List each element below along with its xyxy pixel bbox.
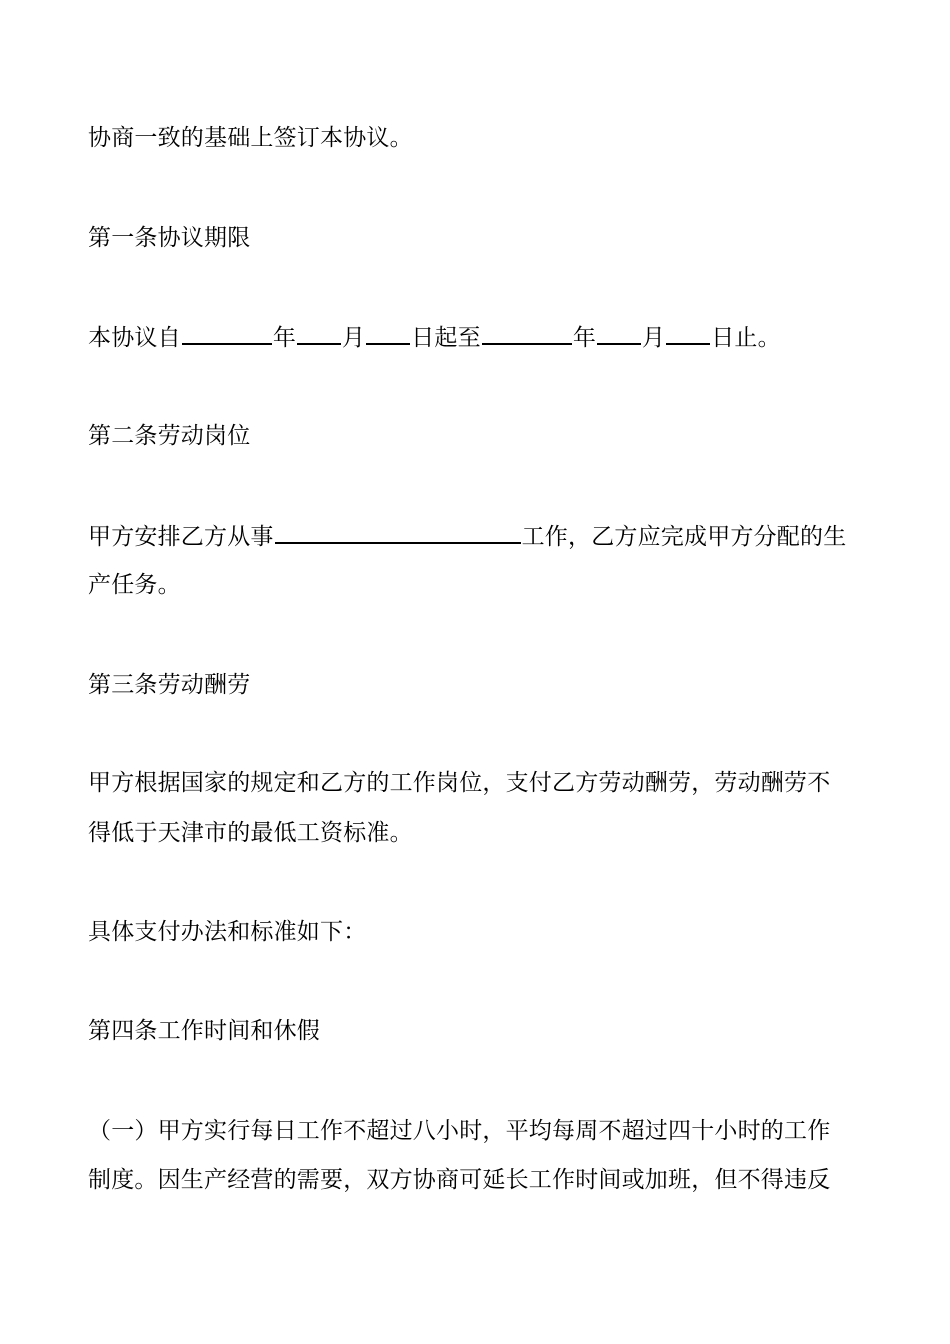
end-year-blank bbox=[482, 321, 572, 345]
job-line bbox=[88, 520, 846, 552]
term-text-1: 本协议自 bbox=[88, 325, 181, 351]
job-text-1: 甲方安排乙方从事 bbox=[88, 524, 274, 550]
term-text-7: 日止。 bbox=[711, 325, 781, 351]
start-day-blank bbox=[366, 321, 410, 345]
job-text-2: 工作，乙方应完成甲方分配的生 bbox=[521, 524, 847, 550]
hours-line-2: 制度。因生产经营的需要，双方协商可延长工作时间或加班，但不得违反 bbox=[88, 1167, 831, 1193]
article-3-heading: 第三条劳动酬劳 bbox=[88, 672, 251, 698]
end-month-blank bbox=[597, 321, 641, 345]
article-1-heading: 第一条协议期限 bbox=[88, 225, 251, 251]
start-month-blank bbox=[297, 321, 341, 345]
term-line bbox=[88, 321, 781, 353]
job-blank bbox=[275, 520, 521, 544]
article-2-heading: 第二条劳动岗位 bbox=[88, 423, 251, 449]
start-year-blank bbox=[182, 321, 272, 345]
pay-method-line: 具体支付办法和标准如下： bbox=[88, 919, 367, 945]
job-continuation: 产任务。 bbox=[88, 572, 181, 598]
term-text-2: 年 bbox=[272, 325, 297, 351]
article-4-heading: 第四条工作时间和休假 bbox=[88, 1018, 320, 1044]
pay-line-1: 甲方根据国家的规定和乙方的工作岗位，支付乙方劳动酬劳，劳动酬劳不 bbox=[88, 770, 831, 796]
term-text-5: 年 bbox=[572, 325, 597, 351]
term-text-6: 月 bbox=[642, 325, 666, 351]
intro-line: 协商一致的基础上签订本协议。 bbox=[88, 125, 413, 151]
pay-line-2: 得低于天津市的最低工资标准。 bbox=[88, 820, 413, 846]
hours-line-1: （一）甲方实行每日工作不超过八小时，平均每周不超过四十小时的工作 bbox=[88, 1118, 831, 1144]
term-text-4: 日起至 bbox=[411, 325, 481, 351]
term-text-3: 月 bbox=[342, 325, 366, 351]
end-day-blank bbox=[666, 321, 710, 345]
